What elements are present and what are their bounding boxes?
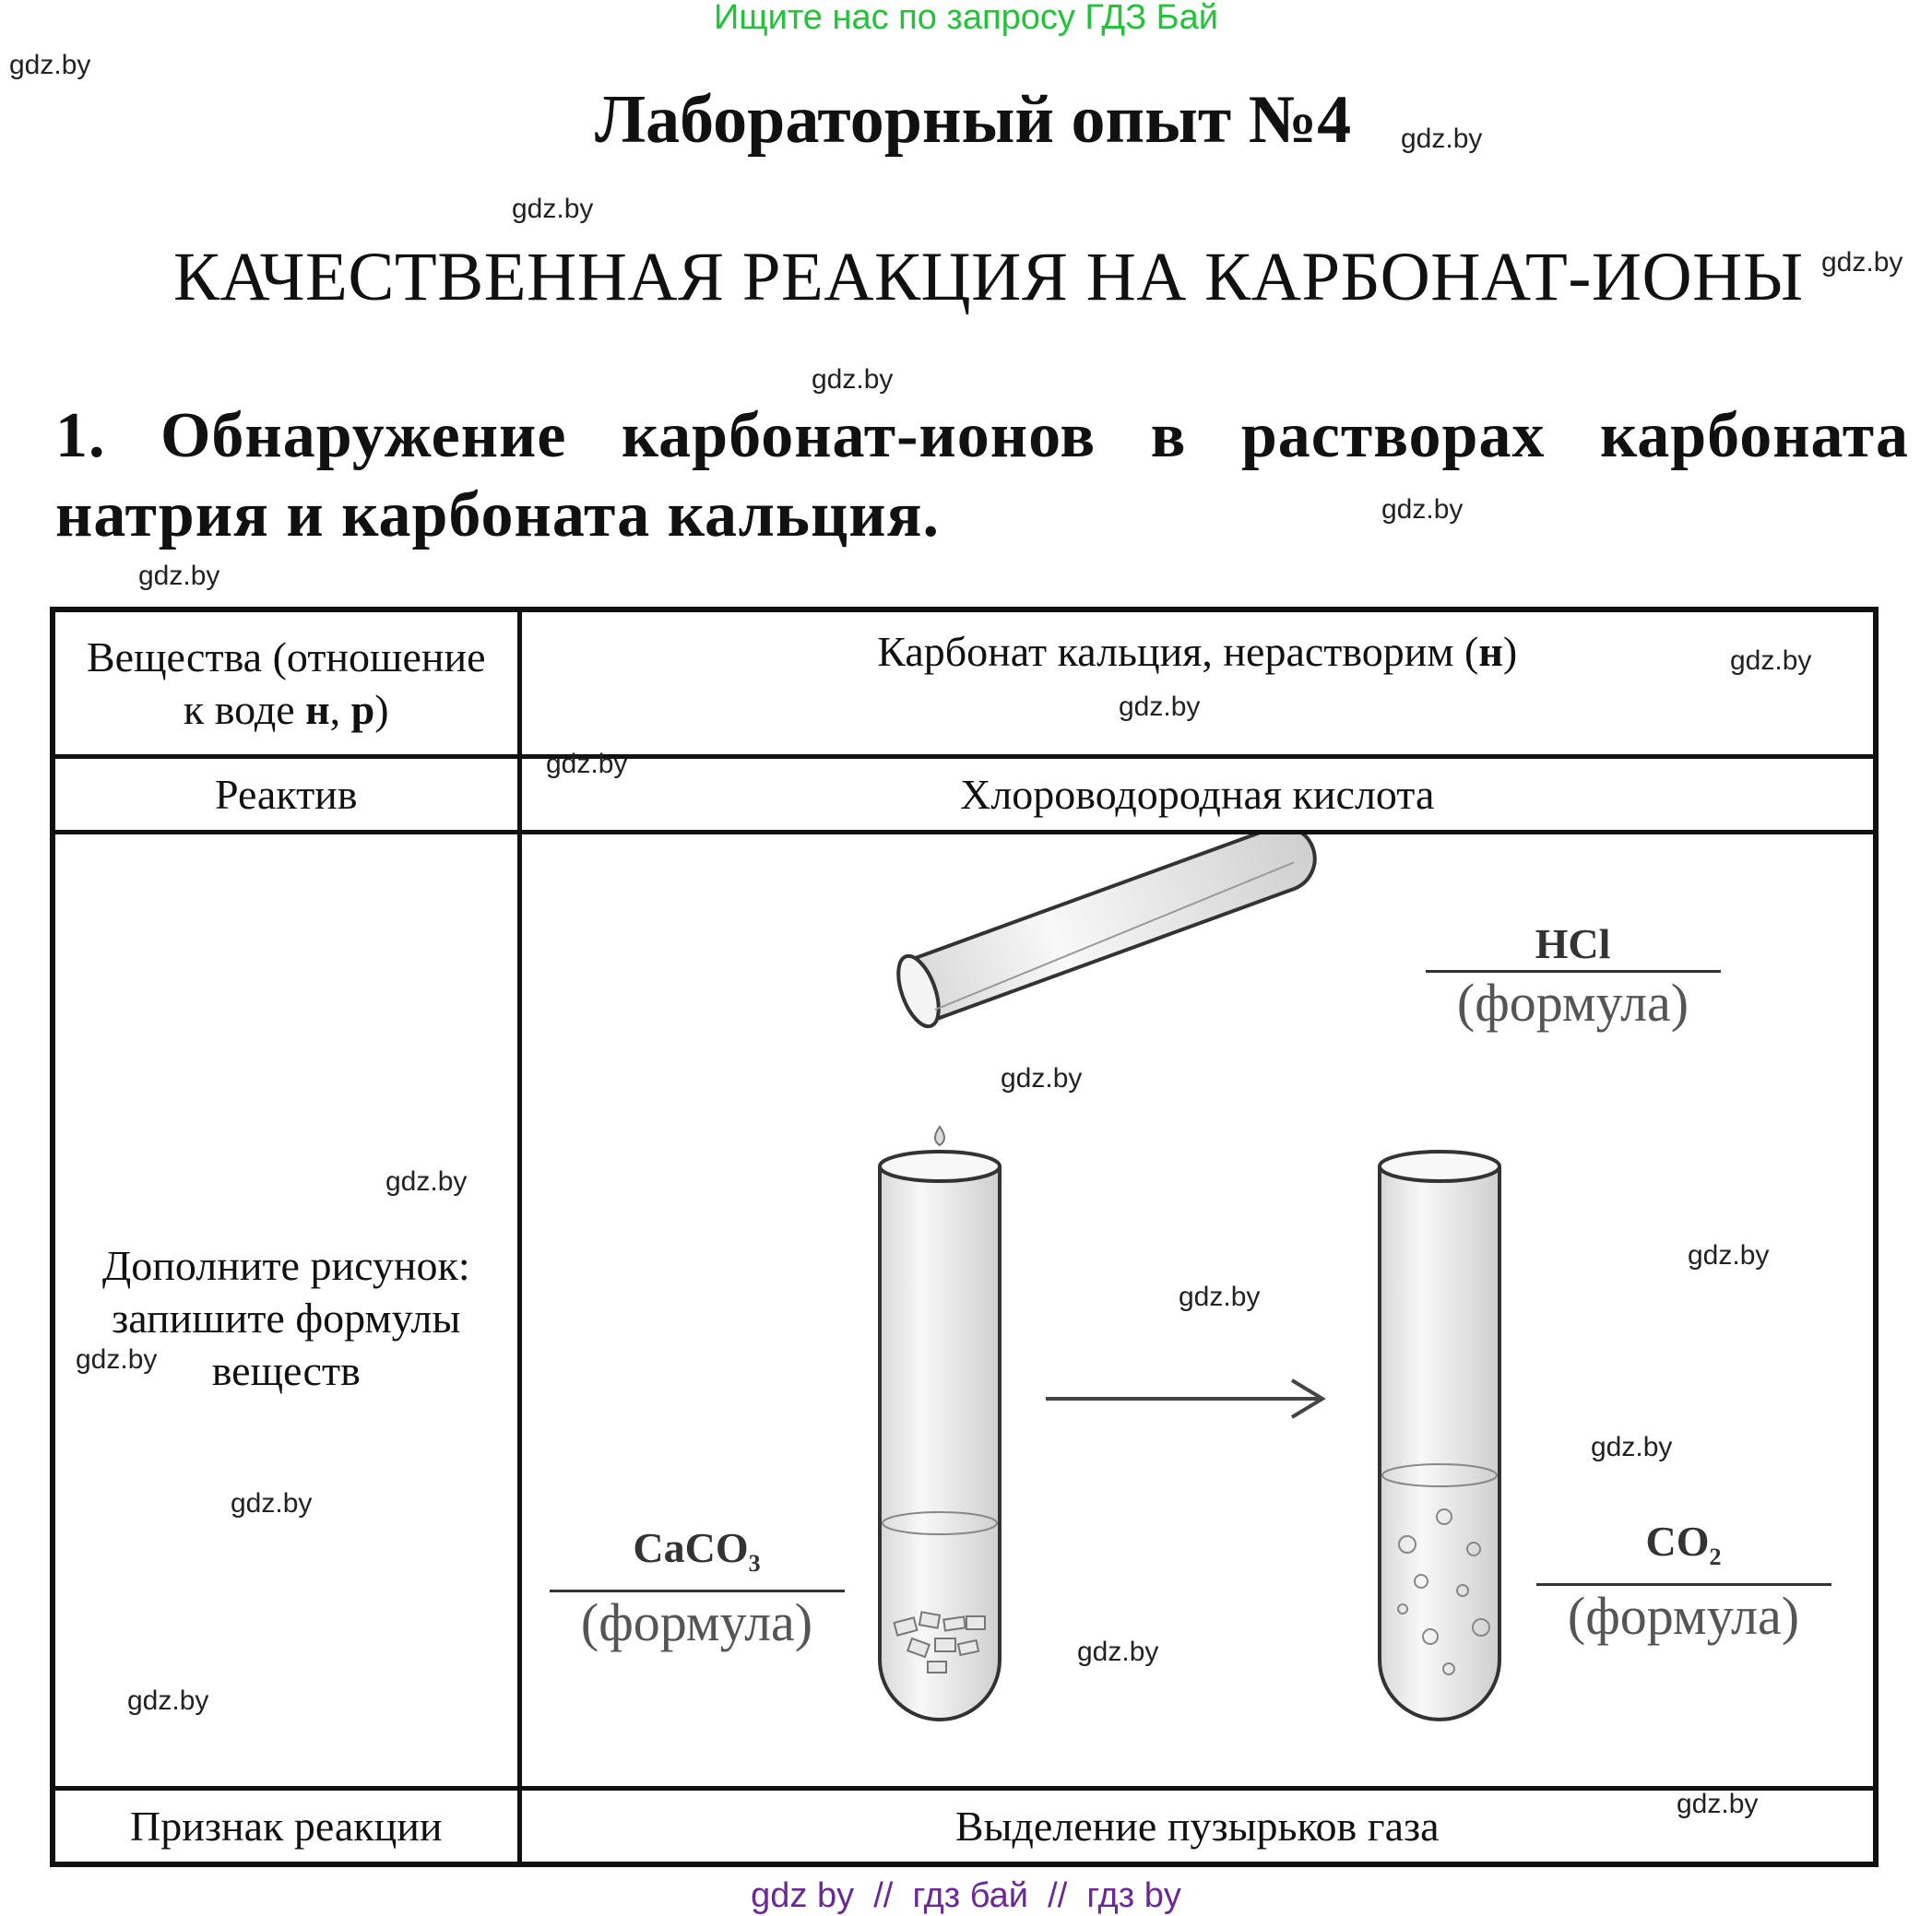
start-formula: CaCO: [633, 1524, 749, 1571]
row-figure: [53, 833, 1876, 1789]
substances-label-line2: к воде: [183, 686, 306, 733]
row-substances: [53, 609, 1876, 757]
watermark: gdz.by: [138, 561, 220, 591]
watermark: gdz.by: [231, 1488, 313, 1519]
drop: [935, 1127, 944, 1145]
insoluble-value-mark: н: [1478, 628, 1503, 675]
substances-value: Карбонат кальция, нерастворим (: [877, 628, 1479, 675]
reaction-arrow: [1046, 1380, 1322, 1417]
sign-value: Выделение пузырьков газа: [519, 1789, 1876, 1865]
product-formula-label: [1536, 1515, 1831, 1647]
figure-label-line1: Дополните рисунок:: [101, 1241, 470, 1289]
watermark: gdz.by: [1077, 1637, 1159, 1667]
watermark: gdz.by: [127, 1685, 209, 1716]
watermark: gdz.by: [512, 194, 594, 224]
watermark: gdz.by: [385, 1166, 468, 1197]
watermark: gdz.by: [1821, 247, 1903, 278]
reagent-value: Хлороводородная кислота: [519, 757, 1876, 833]
reagent-formula-label: [1426, 917, 1721, 1034]
formula-caption: (формула): [1567, 1586, 1800, 1647]
reagent-label: Реактив: [53, 757, 519, 833]
sign-label: Признак реакции: [53, 1789, 519, 1865]
substances-value-cell: [519, 609, 1876, 757]
insoluble-mark: н: [305, 686, 330, 733]
watermark: gdz.by: [1677, 1789, 1759, 1819]
watermark: gdz.by: [1119, 692, 1201, 722]
watermark: gdz.by: [546, 749, 628, 779]
value-close: ): [1502, 628, 1518, 675]
substances-label-line1: Вещества (отношение: [86, 633, 486, 680]
substances-label-cell: [53, 609, 519, 757]
formula-caption: (формула): [580, 1592, 813, 1653]
start-formula-label: [550, 1521, 845, 1653]
row-reagent: [53, 757, 1876, 833]
figure-label-line3: веществ: [211, 1346, 361, 1394]
start-formula-subscript: 3: [748, 1550, 761, 1578]
reagent-formula: HCl: [1535, 920, 1611, 967]
watermark: gdz.by: [1179, 1282, 1261, 1312]
figure-label-line2: запишите формулы: [112, 1294, 461, 1342]
test-tube-left: [880, 1152, 1000, 1720]
label-separator: ,: [329, 686, 351, 733]
watermark: gdz.by: [1381, 494, 1464, 525]
lab-title: Лабораторный опыт №4: [595, 82, 1352, 158]
watermark: gdz.by: [1401, 124, 1483, 154]
watermark: gdz.by: [1730, 645, 1812, 676]
product-formula-subscript: 2: [1709, 1543, 1722, 1571]
label-close: ): [374, 686, 389, 733]
subtitle: КАЧЕСТВЕННАЯ РЕАКЦИЯ НА КАРБОНАТ-ИОНЫ: [173, 239, 1804, 315]
watermark: gdz.by: [1591, 1432, 1673, 1462]
search-banner: Ищите нас по запросу ГДЗ Бай: [714, 0, 1218, 37]
watermark: gdz.by: [9, 50, 91, 80]
watermark: gdz.by: [76, 1344, 158, 1375]
experiment-table: [50, 607, 1879, 1867]
pouring-test-tube: [890, 834, 1325, 1032]
watermark: gdz.by: [1001, 1063, 1083, 1094]
test-tube-right: [1380, 1152, 1499, 1720]
soluble-mark: р: [350, 686, 375, 733]
watermark: gdz.by: [812, 364, 894, 395]
watermark: gdz.by: [1688, 1240, 1770, 1271]
section-title: 1. Обнаружение карбонат-ионов в растворах карбоната натрия и карбоната кальция.: [55, 400, 1909, 550]
row-reaction-sign: [53, 1789, 1876, 1865]
product-formula: CO: [1645, 1518, 1710, 1565]
footer: gdz by // гдз бай // гдз by: [751, 1876, 1181, 1915]
formula-caption: (формула): [1456, 973, 1689, 1033]
figure-label-cell: [53, 833, 519, 1789]
